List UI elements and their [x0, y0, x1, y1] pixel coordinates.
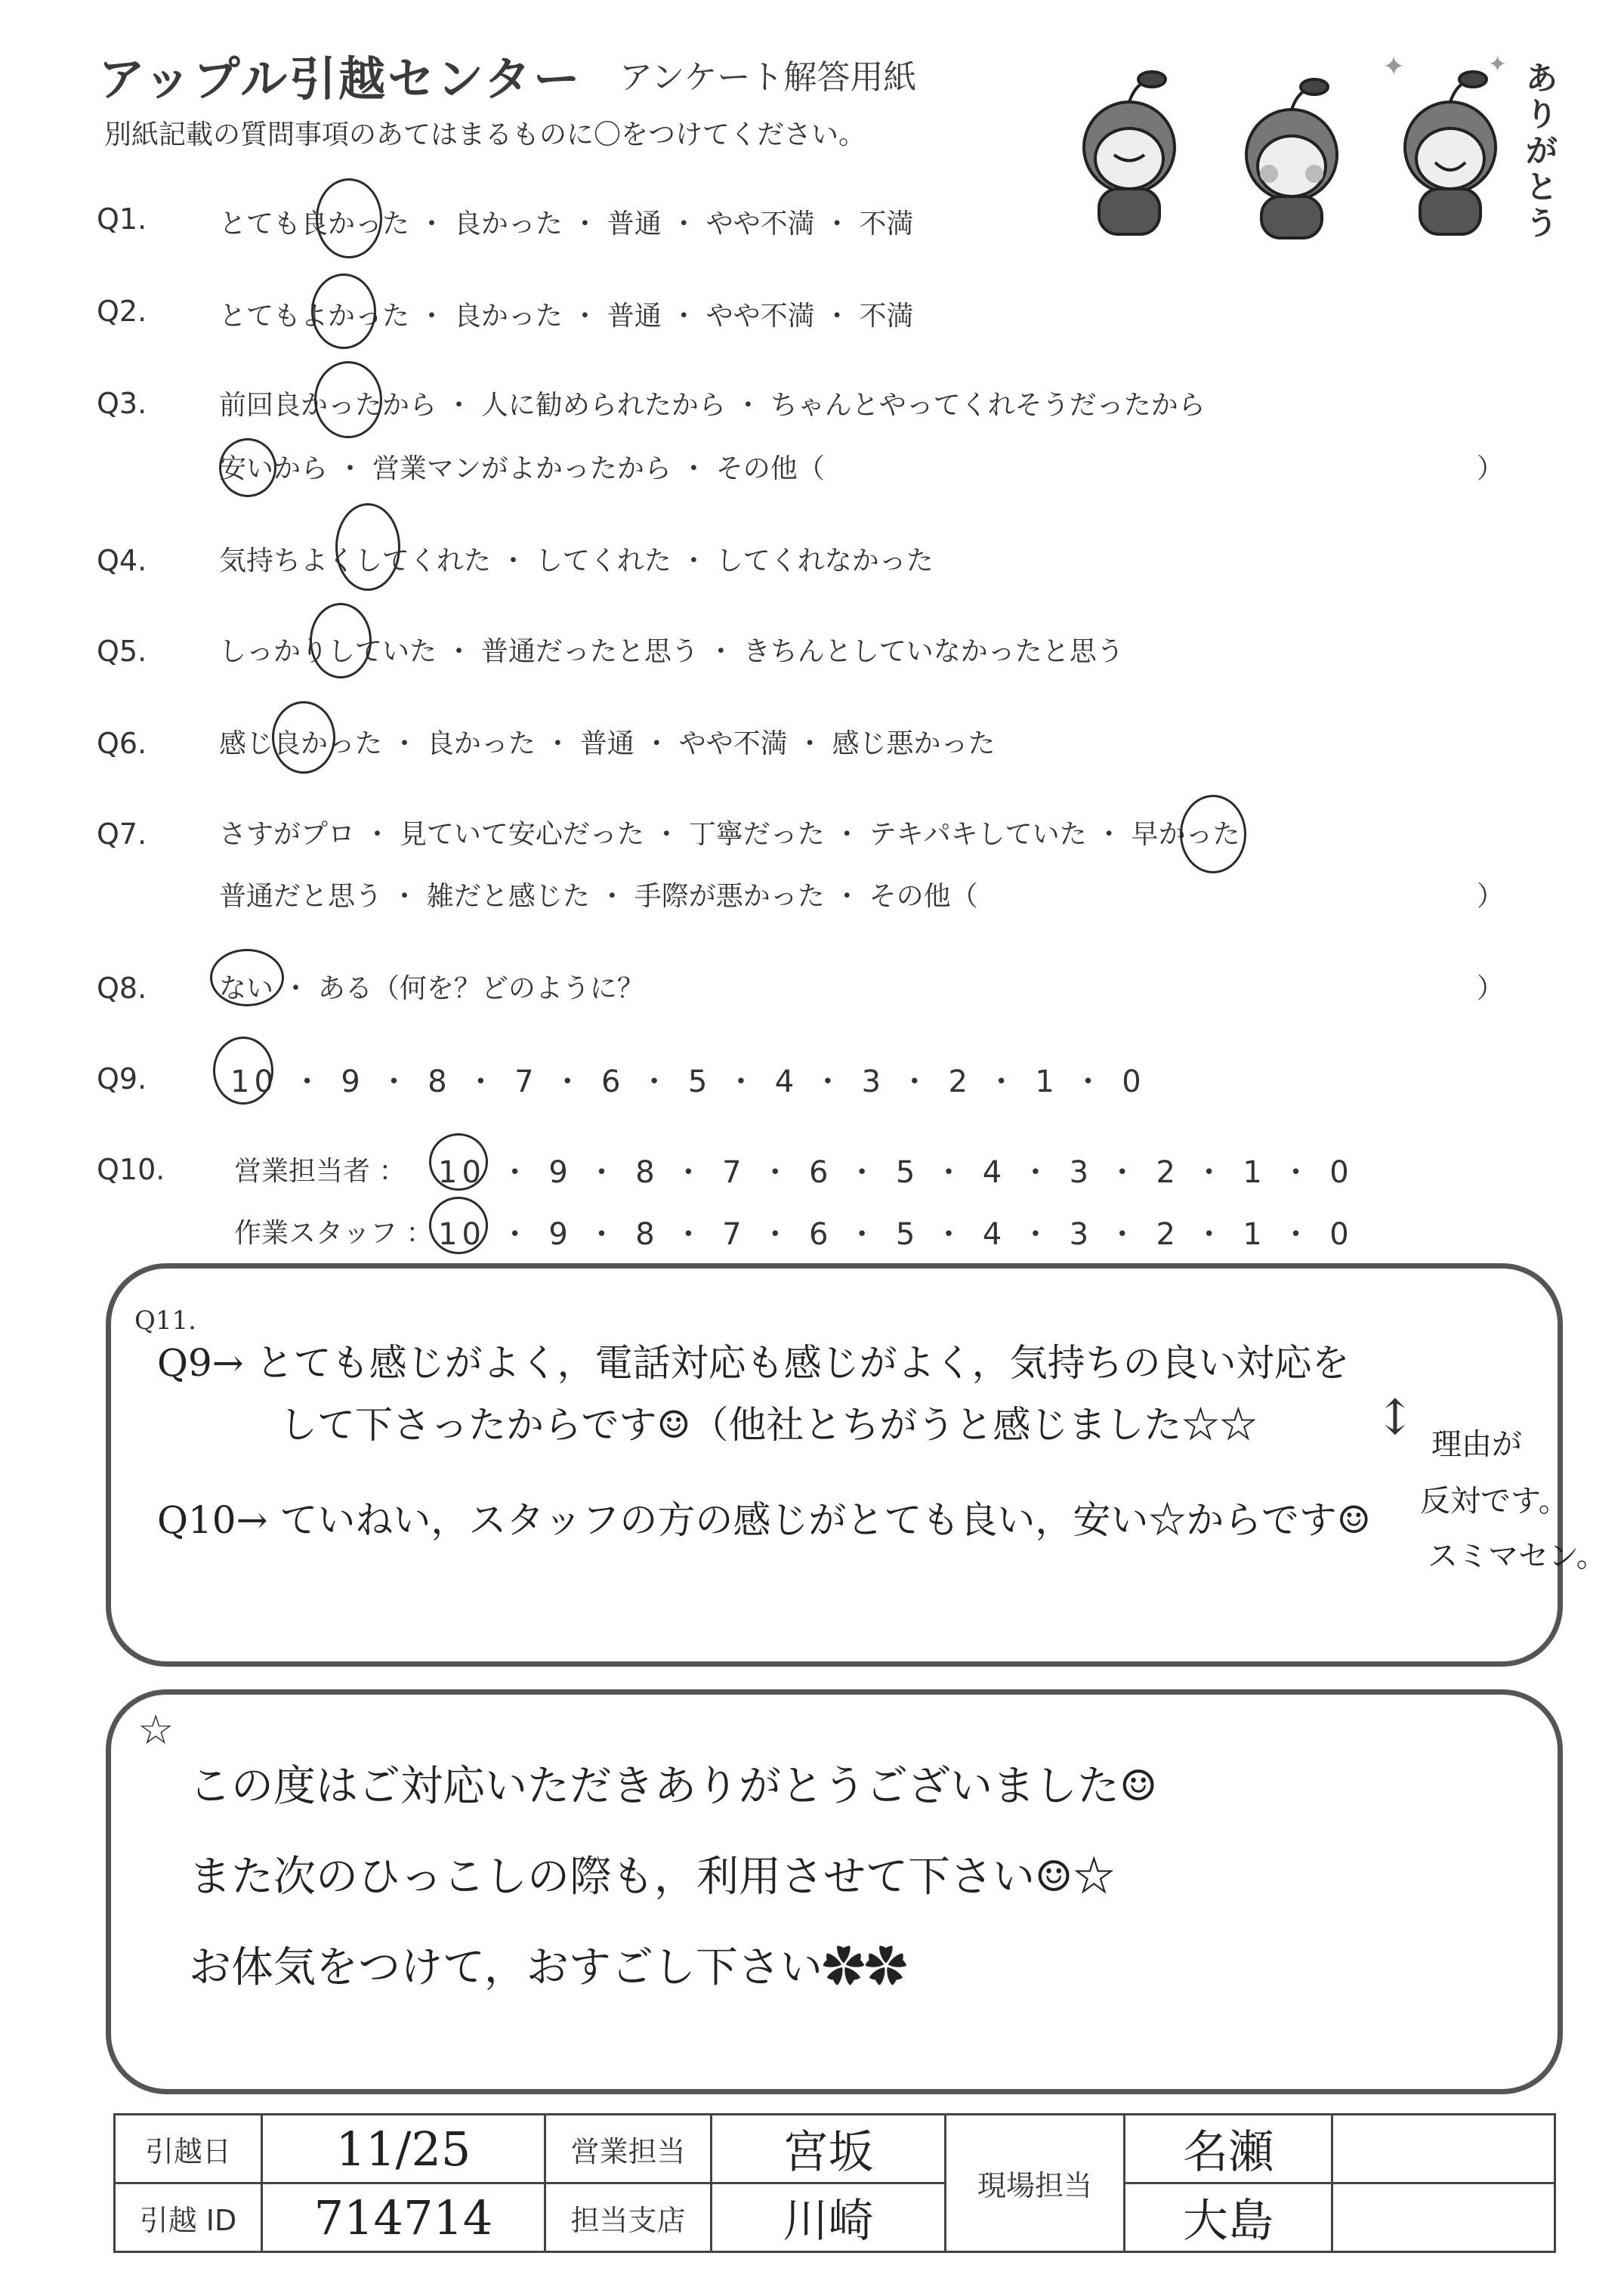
- q10-label: Q10.: [97, 1153, 165, 1186]
- sparkle-icon: ✦: [1382, 51, 1406, 82]
- q6-label: Q6.: [97, 727, 147, 760]
- answer-circle: [310, 603, 372, 678]
- q3-options-line2[interactable]: 安いから ・ 営業マンがよかったから ・ その他（: [219, 453, 825, 484]
- q10-staff-label: 作業スタッフ ：: [234, 1218, 434, 1249]
- q4-label: Q4.: [97, 544, 147, 577]
- answer-circle: [314, 361, 382, 438]
- footer-info-table: [113, 2113, 1556, 2253]
- answer-circle: [1180, 795, 1246, 873]
- sales-label: 営業担当: [545, 2115, 712, 2183]
- monkey-icon: [1084, 72, 1175, 234]
- sparkle-icon: ✦: [1488, 51, 1508, 78]
- answer-circle: [213, 1037, 273, 1105]
- q10-staff-scale[interactable]: 10 ・ 9 ・ 8 ・ 7 ・ 6 ・ 5 ・ 4 ・ 3 ・ 2 ・ 1 ・ 0: [438, 1217, 1354, 1252]
- monkey-icon: [1246, 79, 1337, 238]
- q8-close-paren: ）: [1477, 973, 1505, 1004]
- star-icon: ☆: [137, 1706, 174, 1754]
- swap-arrow-icon: ↕: [1375, 1390, 1416, 1446]
- message-line3: お体気をつけて，おすごし下さい✿✿: [189, 1943, 907, 1992]
- move-id-label: 引越 ID: [115, 2183, 262, 2252]
- q6-options[interactable]: 感じ良かった ・ 良かった ・ 普通 ・ やや不満 ・ 感じ悪かった: [219, 728, 996, 759]
- answer-circle: [311, 273, 376, 349]
- q11-comment-line1: Q9→ とても感じがよく，電話対応も感じがよく，気持ちの良い対応を: [157, 1341, 1350, 1385]
- answer-circle: [219, 438, 276, 497]
- q1-label: Q1.: [97, 202, 147, 236]
- monkey-mascot-illustration: [1027, 42, 1556, 246]
- form-title: アップル引越センター: [98, 51, 582, 107]
- q11-side-note-1: 理由が: [1431, 1427, 1522, 1462]
- q10-sales-scale[interactable]: 10 ・ 9 ・ 8 ・ 7 ・ 6 ・ 5 ・ 4 ・ 3 ・ 2 ・ 1 ・ 0: [438, 1155, 1354, 1190]
- q8-options[interactable]: ない ・ ある（何を？どのように？: [219, 973, 644, 1004]
- move-date-label: 引越日: [115, 2115, 262, 2183]
- q11-label: Q11.: [134, 1306, 196, 1336]
- q3-options-line1[interactable]: 前回良かったから ・ 人に勧められたから ・ ちゃんとやってくれそうだったから: [219, 390, 1206, 421]
- answer-circle: [316, 178, 382, 258]
- answer-circle: [429, 1197, 488, 1254]
- message-line1: この度はご対応いただきありがとうございました☺: [189, 1762, 1158, 1811]
- q7-options-line2[interactable]: 普通だと思う ・ 雑だと感じた ・ 手際が悪かった ・ その他（: [219, 881, 978, 912]
- message-line2: また次のひっこしの際も，利用させて下さい☺☆: [189, 1853, 1116, 1902]
- form-subtitle: アンケート解答用紙: [619, 58, 917, 97]
- instruction-text: 別紙記載の質問事項のあてはまるものに〇をつけてください。: [104, 119, 866, 150]
- thanks-vertical-text: ありがとう: [1526, 60, 1558, 242]
- sales-value: 宮坂: [712, 2115, 946, 2183]
- q11-comment-line2: して下さったからです☺（他社とちがうと感じました☆☆: [279, 1403, 1258, 1447]
- q3-close-paren: ）: [1477, 453, 1505, 484]
- empty-cell: [1332, 2183, 1555, 2252]
- answer-circle: [335, 503, 400, 591]
- q2-options[interactable]: とてもよかった ・ 良かった ・ 普通 ・ やや不満 ・ 不満: [219, 301, 914, 332]
- q8-label: Q8.: [97, 972, 147, 1005]
- q11-comment-line3: Q10→ ていねい，スタッフの方の感じがとても良い，安い☆からです☺: [157, 1498, 1371, 1542]
- site-value-2: 大島: [1125, 2183, 1332, 2252]
- q4-options[interactable]: 気持ちよくしてくれた ・ してくれた ・ してくれなかった: [219, 545, 934, 576]
- site-label: 現場担当: [946, 2115, 1125, 2252]
- move-id-value: 714714: [262, 2183, 545, 2252]
- q10-sales-label: 営業担当者 ：: [234, 1156, 406, 1187]
- monkey-icon: [1405, 72, 1496, 234]
- answer-circle: [210, 949, 284, 1006]
- q1-options[interactable]: とても良かった ・ 良かった ・ 普通 ・ やや不満 ・ 不満: [219, 209, 914, 239]
- q7-label: Q7.: [97, 817, 147, 851]
- q5-label: Q5.: [97, 635, 147, 668]
- q3-label: Q3.: [97, 387, 147, 420]
- q11-side-note-3: スミマセン。: [1428, 1539, 1607, 1574]
- q9-label: Q9.: [97, 1062, 147, 1096]
- answer-circle: [272, 701, 335, 774]
- branch-label: 担当支店: [545, 2183, 712, 2252]
- move-date-value: 11/25: [262, 2115, 545, 2183]
- q11-comment-box: [106, 1263, 1563, 1667]
- answer-circle: [429, 1133, 488, 1191]
- q11-side-note-2: 反対です。: [1420, 1484, 1569, 1519]
- q2-label: Q2.: [97, 295, 147, 328]
- q5-options[interactable]: しっかりしていた ・ 普通だったと思う ・ きちんとしていなかったと思う: [219, 636, 1124, 667]
- branch-value: 川崎: [712, 2183, 946, 2252]
- q7-close-paren: ）: [1477, 881, 1505, 912]
- empty-cell: [1332, 2115, 1555, 2183]
- site-value-1: 名瀬: [1125, 2115, 1332, 2183]
- q9-scale[interactable]: 10 ・ 9 ・ 8 ・ 7 ・ 6 ・ 5 ・ 4 ・ 3 ・ 2 ・ 1 ・ 0: [230, 1065, 1146, 1099]
- q7-options-line1[interactable]: さすがプロ ・ 見ていて安心だった ・ 丁寧だった ・ テキパキしていた ・ 早かった: [219, 819, 1240, 850]
